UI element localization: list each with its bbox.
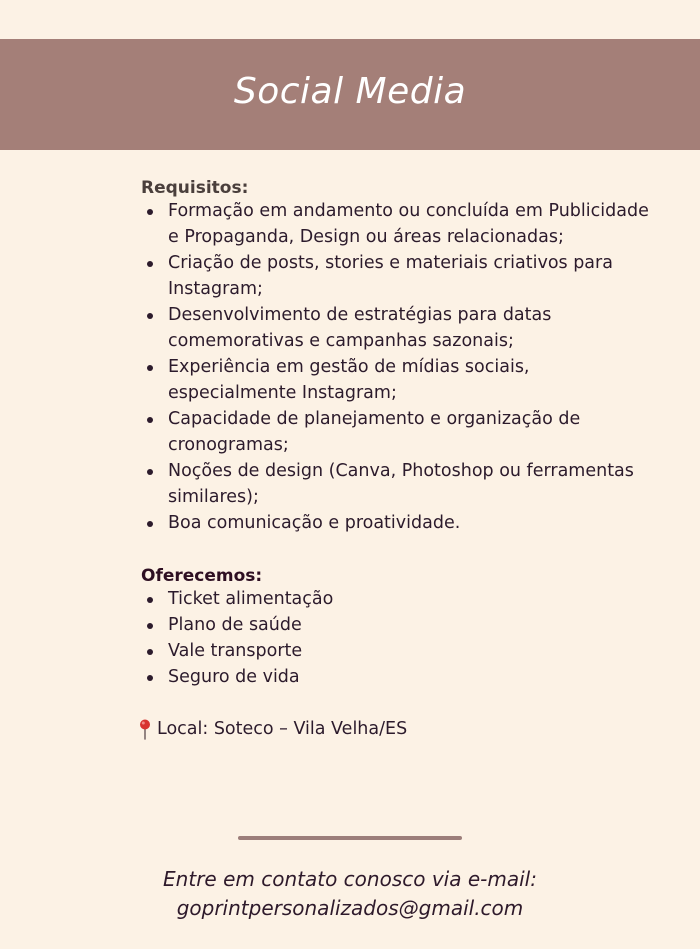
list-item-text: Seguro de vida (168, 667, 300, 687)
bullet-icon (147, 649, 153, 655)
list-item (141, 612, 661, 638)
bullet-icon (147, 469, 153, 475)
location-line (136, 716, 661, 742)
list-item-text: Vale transporte (168, 641, 303, 661)
page-title: Social Media (233, 71, 467, 112)
bullet-icon (147, 313, 153, 319)
list-item-text: Formação em andamento ou concluída em Publicidade e Propaganda, Design ou áreas relacionadas; (168, 201, 649, 247)
bullet-icon (147, 209, 153, 215)
contact-email: goprintpersonalizados@gmail.com (176, 896, 524, 920)
list-item (141, 406, 661, 458)
list-item (141, 510, 661, 536)
requirements-heading: Requisitos: (141, 178, 249, 198)
list-item-text: Plano de saúde (168, 615, 302, 635)
list-item-text: Criação de posts, stories e materiais criativos para Instagram; (168, 253, 613, 299)
list-item-text: Ticket alimentação (168, 589, 334, 609)
job-content (141, 178, 661, 742)
list-item (141, 638, 661, 664)
list-item (141, 586, 661, 612)
contact-block (0, 865, 700, 923)
location-text: Local: Soteco – Vila Velha/ES (157, 719, 408, 739)
bullet-icon (147, 521, 153, 527)
offers-heading: Oferecemos: (141, 566, 263, 586)
list-item-text: Boa comunicação e proatividade. (168, 513, 461, 533)
list-item (141, 198, 661, 250)
bullet-icon (147, 417, 153, 423)
offers-list (141, 586, 661, 690)
bullet-icon (147, 365, 153, 371)
list-item-text: Experiência em gestão de mídias sociais, especialmente Instagram; (168, 357, 530, 403)
list-item (141, 354, 661, 406)
pin-icon (136, 718, 154, 740)
list-item (141, 250, 661, 302)
bullet-icon (147, 675, 153, 681)
list-item-text: Noções de design (Canva, Photoshop ou ferramentas similares); (168, 461, 634, 507)
list-item-text: Desenvolvimento de estratégias para datas comemorativas e campanhas sazonais; (168, 305, 552, 351)
list-item-text: Capacidade de planejamento e organização de cronogramas; (168, 409, 581, 455)
bullet-icon (147, 597, 153, 603)
list-item (141, 458, 661, 510)
list-item (141, 664, 661, 690)
contact-text: Entre em contato conosco via e-mail: (163, 867, 537, 891)
list-item (141, 302, 661, 354)
bullet-icon (147, 623, 153, 629)
divider (238, 836, 462, 840)
requirements-list (141, 198, 661, 536)
bullet-icon (147, 261, 153, 267)
title-banner (0, 39, 700, 150)
